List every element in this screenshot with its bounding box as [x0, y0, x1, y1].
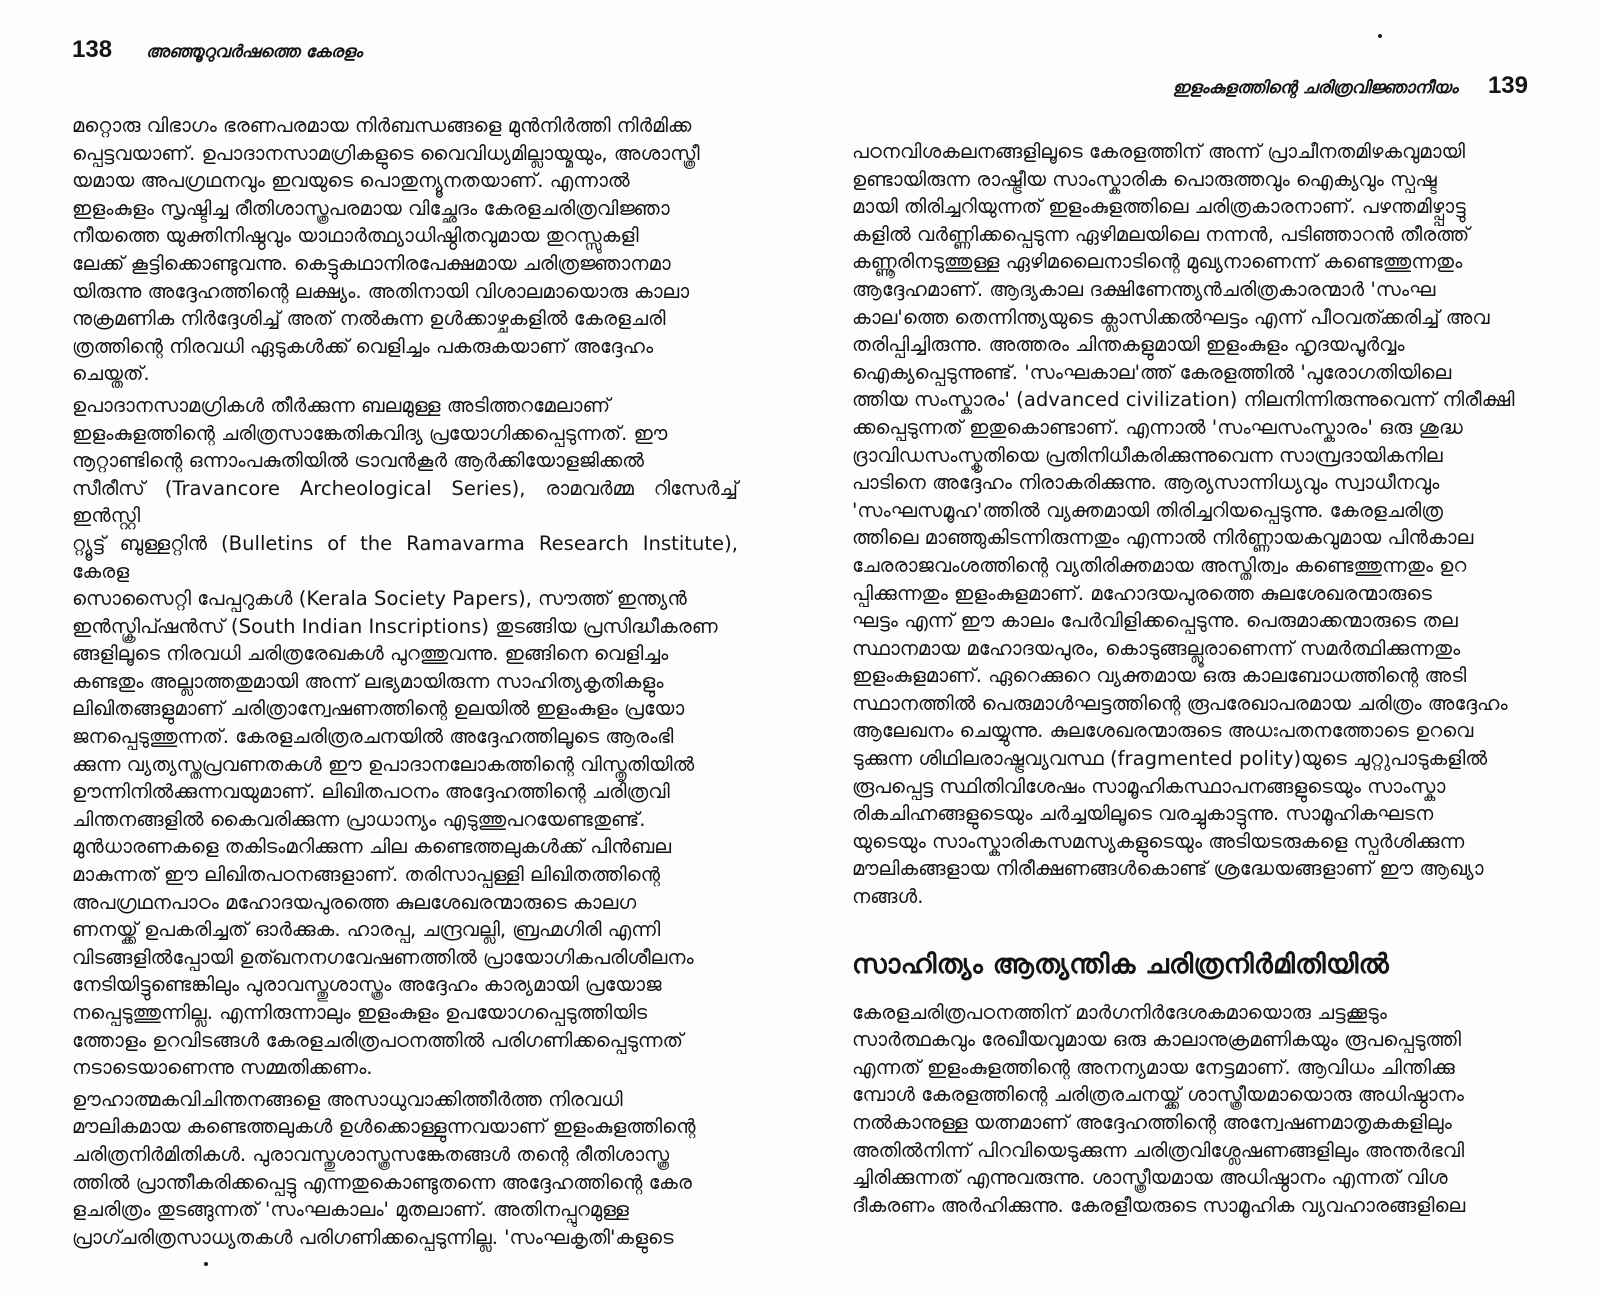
section-heading: സാഹിത്യം ആത്യന്തിക ചരിത്രനിർമിതിയിൽ: [852, 948, 1390, 980]
left-page-number: 138: [72, 36, 113, 63]
right-page: [800, 0, 1600, 1299]
right-running-header: [1173, 72, 1528, 100]
right-running-title: ഇളംകുളത്തിന്റെ ചരിത്രവിജ്ഞാനീയം: [1172, 78, 1458, 98]
scan-speck: [204, 1262, 208, 1266]
left-running-header: [72, 36, 362, 64]
left-text-column: [72, 112, 738, 1251]
left-paragraph-2: ഉപാദാനസാമഗ്രികൾ തീർക്കുന്ന ബലമുള്ള അടിത്തറമേലാണ് ഇളംകുളത്തിന്റെ ചരിത്രസാങ്കേതികവിദ്യ പ്രയോഗിക്കപ്പെടുന്നത്. ഈ നൂറ്റാണ്ടിന്റെ ഒന്നാംപകുതിയിൽ ട്രാവൻകൂർ ആർക്കിയോളജിക്കൽ സീരീസ് (Travancore Archeological Series), രാമവർമ്മ റിസേർച്ച് ഇൻസ്റ്റി റ്റ്യൂട്ട് ബുള്ളറ്റിൻ (Bulletins of the Ramavarma Research Institute), കേരള സൊസൈറ്റി പേപ്പറുകൾ (Kerala Society Papers), സൗത്ത് ഇന്ത്യൻ ഇൻസ്ക്രിപ്ഷൻസ് (South Indian Inscriptions) തുടങ്ങിയ പ്രസിദ്ധീകരണ ങ്ങളിലൂടെ നിരവധി ചരിത്രരേഖകൾ പുറത്തുവന്നു. ഇങ്ങിനെ വെളിച്ചം കണ്ടതും അല്ലാത്തതുമായി അന്ന് ലഭ്യമായിരുന്ന സാഹിത്യകൃതികളും ലിഖിതങ്ങളുമാണ് ചരിത്രാന്വേഷണത്തിന്റെ ഉലയിൽ ഇളംകുളം പ്രയോ ജനപ്പെടുത്തുന്നത്. കേരളചരിത്രരചനയിൽ അദ്ദേഹത്തിലൂടെ ആരംഭി ക്കുന്ന വ്യത്യസ്തപ്രവണതകൾ ഈ ഉപാദാനലോകത്തിന്റെ വിസ്തൃതിയിൽ ഊന്നിനിൽക്കുന്നവയുമാണ്. ലിഖിതപഠനം അദ്ദേഹത്തിന്റെ ചരിത്രവി ചിന്തനങ്ങളിൽ കൈവരിക്കുന്ന പ്രാധാന്യം എടുത്തുപറയേണ്ടതുണ്ട്. മുൻധാരണകളെ തകിടംമറിക്കുന്ന ചില കണ്ടെത്തലുകൾക്ക് പിൻബല മാകുന്നത് ഈ ലിഖിതപഠനങ്ങളാണ്. തരിസാപ്പള്ളി ലിഖിതത്തിന്റെ അപഗ്രഥനപാഠം മഹോദയപുരത്തെ കുലശേഖരന്മാരുടെ കാലഗ ണനയ്ക്ക് ഉപകരിച്ചത് ഓർക്കുക. ഹാരപ്പ, ചന്ദ്രവല്ലി, ബ്രഹ്മഗിരി എന്നി വിടങ്ങളിൽപ്പോയി ഉത്ഖനനഗവേഷണത്തിൽ പ്രായോഗികപരിശീലനം നേടിയിട്ടുണ്ടെങ്കിലും പുരാവസ്തുശാസ്ത്രം അദ്ദേഹം കാര്യമായി പ്രയോജ നപ്പെടുത്തുന്നില്ല. എന്നിരുന്നാലും ഇളംകുളം ഉപയോഗപ്പെടുത്തിയിട ത്തോളം ഉറവിടങ്ങൾ കേരളചരിത്രപഠനത്തിൽ പരിഗണിക്കപ്പെടുന്നത് നടാടെയാണെന്നു സമ്മതിക്കണം.: [72, 393, 738, 1080]
right-paragraph-1: പഠനവിശകലനങ്ങളിലൂടെ കേരളത്തിന് അന്ന് പ്രാചീനതമിഴകവുമായി ഉണ്ടായിരുന്ന രാഷ്ട്രീയ സാംസ്കാരിക പൊരുത്തവും ഐക്യവും സ്പഷ്ട മായി തിരിച്ചറിയുന്നത് ഇളംകുളത്തിലെ ചരിത്രകാരനാണ്. പഴന്തമിഴ്പ്പാട്ടു കളിൽ വർണ്ണിക്കപ്പെടുന്ന ഏഴിമലയിലെ നന്നൻ, പടിഞ്ഞാറൻ തീരത്ത് കണ്ണൂരിനടുത്തുള്ള ഏഴിമലൈനാടിന്റെ മുഖ്യനാണെന്ന് കണ്ടെത്തുന്നതും ആദ്ദേഹമാണ്. ആദ്യകാല ദക്ഷിണേന്ത്യൻചരിത്രകാരന്മാർ 'സംഘ കാല'ത്തെ തെന്നിന്ത്യയുടെ ക്ലാസിക്കൽഘട്ടം എന്ന് പീഠവത്ക്കരിച്ച് അവ തരിപ്പിച്ചിരുന്നു. അത്തരം ചിന്തകളുമായി ഇളംകുളം ഹൃദയപൂർവ്വം ഐക്യപ്പെടുന്നുണ്ട്. 'സംഘകാല'ത്ത് കേരളത്തിൽ 'പുരോഗതിയിലെ ത്തിയ സംസ്കാരം' (advanced civilization) നിലനിന്നിരുന്നുവെന്ന് നിരീക്ഷി ക്കപ്പെടുന്നത് ഇതുകൊണ്ടാണ്. എന്നാൽ 'സംഘസംസ്കാരം' ഒരു ശുദ്ധ ദ്രാവിഡസംസ്കൃതിയെ പ്രതിനിധീകരിക്കുന്നുവെന്ന സാമ്പ്രദായികനില പാടിനെ അദ്ദേഹം നിരാകരിക്കുന്നു. ആര്യസാന്നിധ്യവും സ്വാധീനവും 'സംഘസമൂഹ'ത്തിൽ വ്യക്തമായി തിരിച്ചറിയപ്പെടുന്നു. കേരളചരിത്ര ത്തിലെ മാഞ്ഞുകിടന്നിരുന്നതും എന്നാൽ നിർണ്ണായകവുമായ പിൻകാല ചേരരാജവംശത്തിന്റെ വ്യതിരിക്തമായ അസ്തിത്വം കണ്ടെത്തുന്നതും ഉറ പ്പിക്കുന്നതും ഇളംകുളമാണ്. മഹോദയപുരത്തെ കുലശേഖരന്മാരുടെ ഘട്ടം എന്ന് ഈ കാലം പേർവിളിക്കപ്പെടുന്നു. പെരുമാക്കന്മാരുടെ തല സ്ഥാനമായ മഹോദയപുരം, കൊടുങ്ങല്ലൂരാണെന്ന് സമർത്ഥിക്കുന്നതും ഇളംകുളമാണ്. ഏറെക്കുറെ വ്യക്തമായ ഒരു കാലബോധത്തിന്റെ അടി സ്ഥാനത്തിൽ പെരുമാൾഘട്ടത്തിന്റെ രൂപരേഖാപരമായ ചരിത്രം അദ്ദേഹം ആലേഖനം ചെയ്യുന്നു. കുലശേഖരന്മാരുടെ അധഃപതനത്തോടെ ഉറവെ ടുക്കുന്ന ശിഥിലരാഷ്ട്രവ്യവസ്ഥ (fragmented polity)യുടെ ചുറ്റുപാടുകളിൽ രൂപപ്പെട്ട സ്ഥിതിവിശേഷം സാമൂഹികസ്ഥാപനങ്ങളുടെയും സാംസ്കാ രികചിഹ്നങ്ങളുടെയും ചർച്ചയിലൂടെ വരച്ചുകാട്ടുന്നു. സാമൂഹികഘടന യുടെയും സാംസ്കാരികസമസ്യകളുടെയും അടിയടരുകളെ സ്പർശിക്കുന്ന മൗലികങ്ങളായ നിരീക്ഷണങ്ങൾകൊണ്ട് ശ്രദ്ധേയങ്ങളാണ് ഈ ആഖ്യാ നങ്ങൾ.: [852, 140, 1515, 909]
right-text-column: [852, 138, 1528, 1219]
left-running-title: അഞ്ഞൂറുവർഷത്തെ കേരളം: [146, 42, 363, 62]
left-paragraph-1: മറ്റൊരു വിഭാഗം ഭരണപരമായ നിർബന്ധങ്ങളെ മുൻനിർത്തി നിർമിക്ക പ്പെട്ടവയാണ്. ഉപാദാനസാമഗ്രികളുടെ വൈവിധ്യമില്ലായ്മയും, അശാസ്ത്രീ യമായ അപഗ്രഥനവും ഇവയുടെ പൊതുന്യൂനതയാണ്. എന്നാൽ ഇളംകുളം സൃഷ്ടിച്ച രീതിശാസ്ത്രപരമായ വിച്ഛേദം കേരളചരിത്രവിജ്ഞാ നീയത്തെ യുക്തിനിഷ്ഠവും യാഥാർത്ഥ്യാധിഷ്ഠിതവുമായ തുറസ്സുകളി ലേക്ക് കൂട്ടിക്കൊണ്ടുവന്നു. കെട്ടുകഥാനിരപേക്ഷമായ ചരിത്രജ്ഞാനമാ യിരുന്നു അദ്ദേഹത്തിന്റെ ലക്ഷ്യം. അതിനായി വിശാലമായൊരു കാലാ നുക്രമണിക നിർദ്ദേശിച്ച് അത് നൽകുന്ന ഉൾക്കാഴ്ചകളിൽ കേരളചരി ത്രത്തിന്റെ നിരവധി ഏടുകൾക്ക് വെളിച്ചം പകരുകയാണ് അദ്ദേഹം ചെയ്തത്.: [72, 114, 700, 386]
right-page-number: 139: [1487, 72, 1528, 99]
left-paragraph-3: ഊഹാത്മകവിചിന്തനങ്ങളെ അസാധുവാക്കിത്തീർത്ത നിരവധി മൗലികമായ കണ്ടെത്തലുകൾ ഉൾക്കൊള്ളുന്നവയാണ് ഇളംകുളത്തിന്റെ ചരിത്രനിർമിതികൾ. പുരാവസ്തുശാസ്ത്രസങ്കേതങ്ങൾ തന്റെ രീതിശാസ്ത്ര ത്തിൽ പ്രാന്തീകരിക്കപ്പെട്ടു എന്നതുകൊണ്ടുതന്നെ അദ്ദേഹത്തിന്റെ കേര ളചരിത്രം തുടങ്ങുന്നത് 'സംഘകാലം' മുതലാണ്. അതിനപ്പുറമുള്ള പ്രാഗ്ചരിത്രസാധ്യതകൾ പരിഗണിക്കപ്പെടുന്നില്ല. 'സംഘകൃതി'കളുടെ: [72, 1087, 696, 1249]
right-section-paragraph-1: കേരളചരിത്രപഠനത്തിന് മാർഗനിർദേശകമായൊരു ചട്ടക്കൂടും സാർത്ഥകവും രേഖീയവുമായ ഒരു കാലാനുക്രമണികയും രൂപപ്പെടുത്തി എന്നത് ഇളംകുളത്തിന്റെ അനന്യമായ നേട്ടമാണ്. ആവിധം ചിന്തിക്കു മ്പോൾ കേരളത്തിന്റെ ചരിത്രരചനയ്ക്ക് ശാസ്ത്രീയമായൊരു അധിഷ്ഠാനം നൽകാനുള്ള യത്നമാണ് അദ്ദേഹത്തിന്റെ അന്വേഷണമാതൃകകളിലും അതിൽനിന്ന് പിറവിയെടുക്കുന്ന ചരിത്രവിശ്ലേഷണങ്ങളിലും അന്തർഭവി ച്ചിരിക്കുന്നത് എന്നുവരുന്നു. ശാസ്ത്രീയമായ അധിഷ്ഠാനം എന്നത് വിശ ദീകരണം അർഹിക്കുന്നു. കേരളീയരുടെ സാമൂഹിക വ്യവഹാരങ്ങളിലെ: [852, 1000, 1466, 1217]
scan-speck: [1378, 34, 1382, 38]
